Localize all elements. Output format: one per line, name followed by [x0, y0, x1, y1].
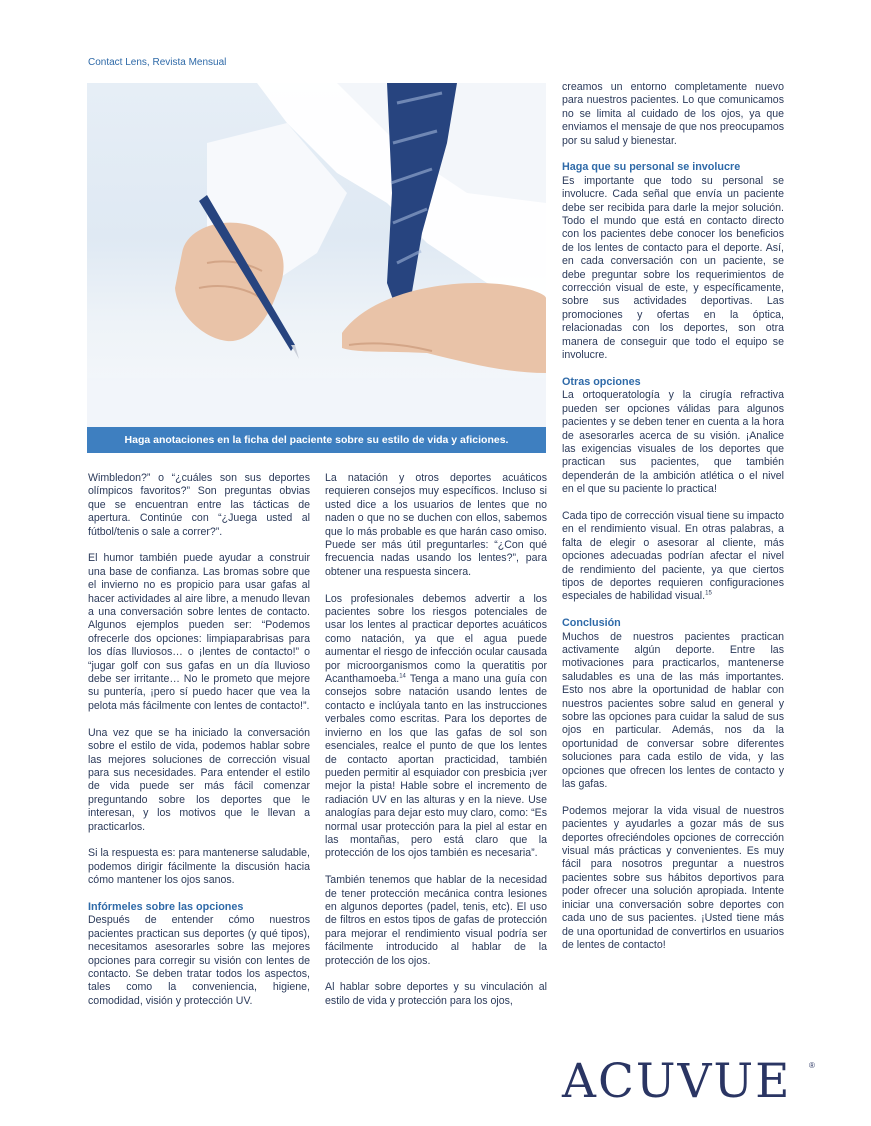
- paragraph: Muchos de nuestros pacientes practican activamente algún deporte. Entre las motivaciones para practicarlos, mantenerse saludables es una de las más importantes. Esto nos abre la oportunidad de hablar con nuestros pacientes sobre salud en general y sobre las opciones para cuidar la salud de sus ojos en particular. Además, nos da la oportunidad de conversar sobre diferentes soluciones para cada estilo de vida, y las opciones que ofrecen los lentes de contacto y las gafas.: [562, 630, 784, 791]
- section-heading: Conclusión: [562, 617, 621, 630]
- article-column-3: [562, 81, 784, 966]
- acuvue-logo: [562, 1052, 822, 1112]
- photo-caption: Haga anotaciones en la ficha del paciente sobre su estilo de vida y aficiones.: [87, 427, 546, 453]
- paragraph: Al hablar sobre deportes y su vinculación al estilo de vida y protección para los ojos,: [325, 981, 547, 1007]
- section-heading: Haga que su personal se involucre: [562, 161, 741, 174]
- paragraph: La ortoqueratología y la cirugía refractiva pueden ser opciones válidas para algunos pacientes y se deben tener en cuenta a la hora de asesorarles acerca de su visión. ¡Analice las exigencias visuales de los deportes que practican sus pacientes, que también dependerán de la ambición atlética o el nivel en el que su paciente lo practica!: [562, 389, 784, 496]
- paragraph-text: Los profesionales debemos advertir a los pacientes sobre los riesgos potenciales de usar los lentes al practicar deportes acuáticos como natación, ya que el agua puede aumentar el riesgo de infección ocular causada por microorganismos como la queratitis por Acanthamoeba.: [325, 592, 548, 686]
- article-column-1: [88, 472, 310, 1022]
- pen-writing-hand-photo-icon: [87, 83, 546, 427]
- paragraph: Si la respuesta es: para mantenerse saludable, podemos dirigir fácilmente la discusión hacia cómo mantener los ojos sanos.: [88, 847, 310, 887]
- paragraph: [325, 593, 547, 861]
- article-column-2: [325, 472, 547, 1022]
- logo-wordmark: ACUVUE: [562, 1054, 792, 1109]
- paragraph: También tenemos que hablar de la necesidad de tener protección mecánica contra lesiones en algunos deportes (padel, tenis, etc). El uso de filtros en estos tipos de gafas de protección para mejorar el rendimiento visual podría ser fácilmente introducido al hablar de la protección de los ojos.: [325, 874, 547, 967]
- paragraph: Una vez que se ha iniciado la conversación sobre el estilo de vida, podemos hablar sobre las mejores soluciones de corrección visual para sus necesidades. Para entender el estilo de vida puede ser más fácil comenzar preguntando sobre los deportes que le interesan, y los motivos que le llevan a practicarlos.: [88, 726, 310, 833]
- paragraph: Wimbledon?” o “¿cuáles son sus deportes olímpicos favoritos?” Son preguntas obvias que se encuentran entre las tácticas de apertura. Continúe con “¿Juega usted al fútbol/tenis o sale a correr?”.: [88, 472, 310, 538]
- section-heading: Infórmeles sobre las opciones: [88, 900, 244, 913]
- footnote-ref: 15: [705, 590, 712, 597]
- section-heading: Otras opciones: [562, 375, 641, 388]
- paragraph-text: Cada tipo de corrección visual tiene su impacto en el rendimiento visual. En otras palabras, a falta de elegir o asesorar al cliente, más opciones adecuadas podrían afectar el nivel de rendimiento del paciente, ya que ciertos tipos de deportes requieren configuraciones especiales de habilidad visual.: [562, 509, 784, 603]
- registered-mark: ®: [809, 1061, 815, 1070]
- paragraph: Podemos mejorar la vida visual de nuestros pacientes y ayudarles a gozar más de sus deportes ofreciéndoles opciones de corrección visual más prácticas y convenientes. Es muy fácil para nosotros preguntar a nuestros pacientes sobre sus hábitos deportivos para poder ofrecer una solución apropiada. Intente iniciar una conversación sobre deportes con cada uno de sus pacientes. ¡Usted tiene más de una oportunidad de convertirlos en usuarios de lentes de contacto!: [562, 804, 784, 951]
- paragraph-text: Tenga a mano una guía con consejos sobre natación usando lentes de contacto e inclúyala tanto en las instrucciones verbales como escritas. Para los deportes de invierno en los que las gafas de sol son esenciales, realce el punto de que los lentes de contacto aportan practicidad, también pueden permitir al esquiador con presbicia ¡ver mejor la pista! Hable sobre el incremento de radiación UV en las alturas y en la nieve. Use analogías para dejar esto muy claro, como: “Es normal usar protección para la piel al estar en las montañas, pero está claro que la protección de los ojos también es necesaria”.: [325, 673, 547, 860]
- running-title: Contact Lens, Revista Mensual: [88, 57, 227, 68]
- paragraph: [562, 510, 784, 604]
- footnote-ref: 14: [399, 673, 406, 680]
- paragraph: Es importante que todo su personal se involucre. Cada señal que envía un paciente debe ser recibida para darle la mejor solución. Todo el mundo que está en contacto directo con los pacientes debe conocer los beneficios de los lentes de contacto para el deporte. Así, en cada conversación con un paciente, se debe preguntar sobre los requerimientos de corrección visual de este, y específicamente, sobre sus actividades deportivas. Las promociones y ofertas en la óptica, relacionadas con los deportes, son otra manera de conseguir que todo el equipo se involucre.: [562, 174, 784, 362]
- paragraph: El humor también puede ayudar a construir una base de confianza. Las bromas sobre que el invierno no es propicio para usar gafas al hacer actividades al aire libre, a menudo llevan a una conversación sobre lentes de contacto. Algunos ejemplos pueden ser: “Podemos ofrecerle dos opciones: limpiaparabrisas para los días lluviosos… o ¡lentes de contacto!” o “jugar golf con sus gafas en un día lluvioso debe ser irritante… No le prometo que mejore su puntería, ¡pero sí puedo hacer que vea la pelota más fácilmente con lentes de contacto!”.: [88, 552, 310, 712]
- paragraph: creamos un entorno completamente nuevo para nuestros pacientes. Lo que comunicamos no se limita al cuidado de los ojos, ya que enviamos el mensaje de que nos preocupamos por su salud y bienestar.: [562, 81, 785, 147]
- paragraph: Después de entender cómo nuestros pacientes practican sus deportes (y qué tipos), necesitamos asesorarles sobre las mejores opciones para corregir su visión con lentes de contacto. Se deben tratar todos los aspectos, tales como la conveniencia, higiene, comodidad, visión y protección UV.: [88, 914, 310, 1007]
- article-photo: [87, 83, 546, 427]
- paragraph: La natación y otros deportes acuáticos requieren consejos muy específicos. Incluso si usted dice a los usuarios de lentes que no naden o que no se duchen con ellos, sabemos que lo más probable es que harán caso omiso. Puede ser más útil preguntarles: “¿Con qué frecuencia nadas usando los lentes?”, para obtener una respuesta sincera.: [325, 472, 547, 578]
